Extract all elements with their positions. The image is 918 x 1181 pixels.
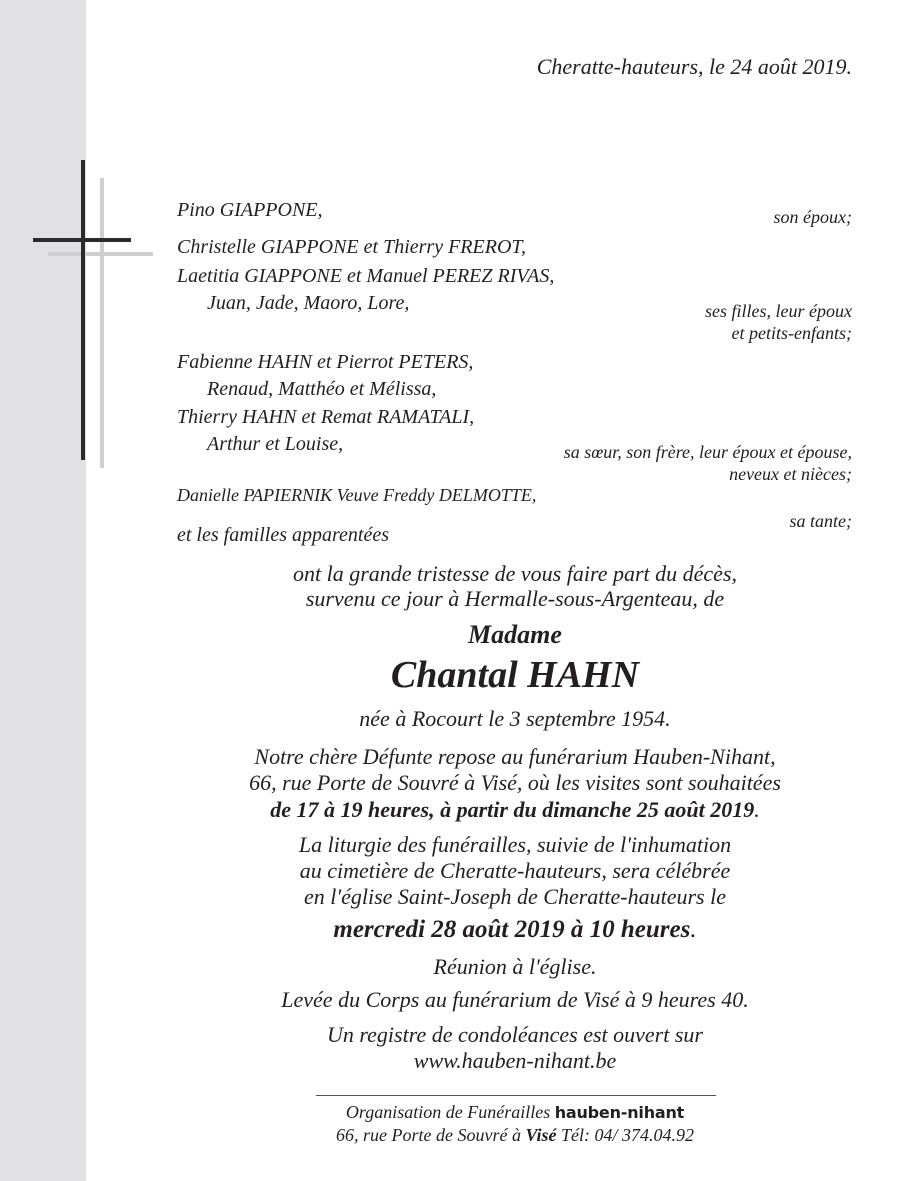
footer-org xyxy=(0,1103,918,1121)
cross-icon xyxy=(28,160,158,470)
daughter-1: Christelle GIAPPONE et Thierry FREROT, xyxy=(177,236,527,258)
children-role-2: et petits-enfants; xyxy=(731,323,852,343)
announcement-line-1: ont la grande tristesse de vous faire part du décès, xyxy=(292,561,738,586)
daughter-2: Laetitia GIAPPONE et Manuel PEREZ RIVAS, xyxy=(177,265,555,287)
siblings-role-2: neveux et nièces; xyxy=(729,464,852,484)
place-date: Cheratte-hauteurs, le 24 août 2019. xyxy=(536,54,852,79)
spouse-name: Pino GIAPPONE, xyxy=(177,199,323,221)
funeral-date xyxy=(0,917,918,942)
footer-divider xyxy=(316,1095,716,1096)
funeral-line-2: au cimetière de Cheratte-hauteurs, sera célébrée xyxy=(299,858,731,883)
grandchildren: Juan, Jade, Maoro, Lore, xyxy=(207,292,410,314)
visitation-hours-end: . xyxy=(754,797,760,822)
footer-org-prefix: Organisation de Funérailles xyxy=(345,1102,551,1122)
deceased-name: Chantal HAHN xyxy=(390,654,640,696)
departure-info: Levée du Corps au funérarium de Visé à 9 heures 40. xyxy=(281,987,749,1012)
funeral-date-text: mercredi 28 août 2019 à 10 heures xyxy=(333,916,691,943)
relatives: et les familles apparentées xyxy=(177,524,389,546)
funeral-date-end: . xyxy=(690,916,697,943)
footer-address-prefix: 66, rue Porte de Souvré à xyxy=(336,1125,521,1145)
siblings-role-1: sa sœur, son frère, leur époux et épouse, xyxy=(563,442,852,462)
funeral-line-1: La liturgie des funérailles, suivie de l'inhumation xyxy=(298,832,732,857)
visitation-hours-text: de 17 à 19 heures, à partir du dimanche 25 août 2019 xyxy=(270,797,755,822)
sister-children: Renaud, Matthéo et Mélissa, xyxy=(207,378,437,400)
brother: Thierry HAHN et Remat RAMATALI, xyxy=(177,406,475,428)
sister: Fabienne HAHN et Pierrot PETERS, xyxy=(177,351,474,373)
spouse-role: son époux; xyxy=(773,207,852,227)
footer-address xyxy=(0,1126,918,1144)
funeral-line-3: en l'église Saint-Joseph de Cheratte-hauteurs le xyxy=(304,884,726,909)
footer-phone: Tél: 04/ 374.04.92 xyxy=(560,1125,694,1145)
meeting-info: Réunion à l'église. xyxy=(433,954,597,979)
brand-logo: hauben-nihant xyxy=(554,1103,685,1122)
announcement-line-2: survenu ce jour à Hermalle-sous-Argenteau, de xyxy=(305,586,725,611)
children-role-1: ses filles, leur époux xyxy=(705,301,852,321)
footer-city: Visé xyxy=(525,1125,557,1145)
visitation-hours xyxy=(0,799,918,821)
aunt-role: sa tante; xyxy=(789,511,852,531)
visitation-line-2: 66, rue Porte de Souvré à Visé, où les visites sont souhaitées xyxy=(249,770,781,795)
brother-children: Arthur et Louise, xyxy=(207,433,344,455)
deceased-title: Madame xyxy=(468,620,562,649)
aunt: Danielle PAPIERNIK Veuve Freddy DELMOTTE, xyxy=(177,485,537,505)
condolences-line: Un registre de condoléances est ouvert sur xyxy=(327,1022,703,1047)
birth-info: née à Rocourt le 3 septembre 1954. xyxy=(359,706,671,731)
visitation-line-1: Notre chère Défunte repose au funérarium Hauben-Nihant, xyxy=(254,744,776,769)
condolences-url[interactable]: www.hauben-nihant.be xyxy=(413,1048,617,1073)
